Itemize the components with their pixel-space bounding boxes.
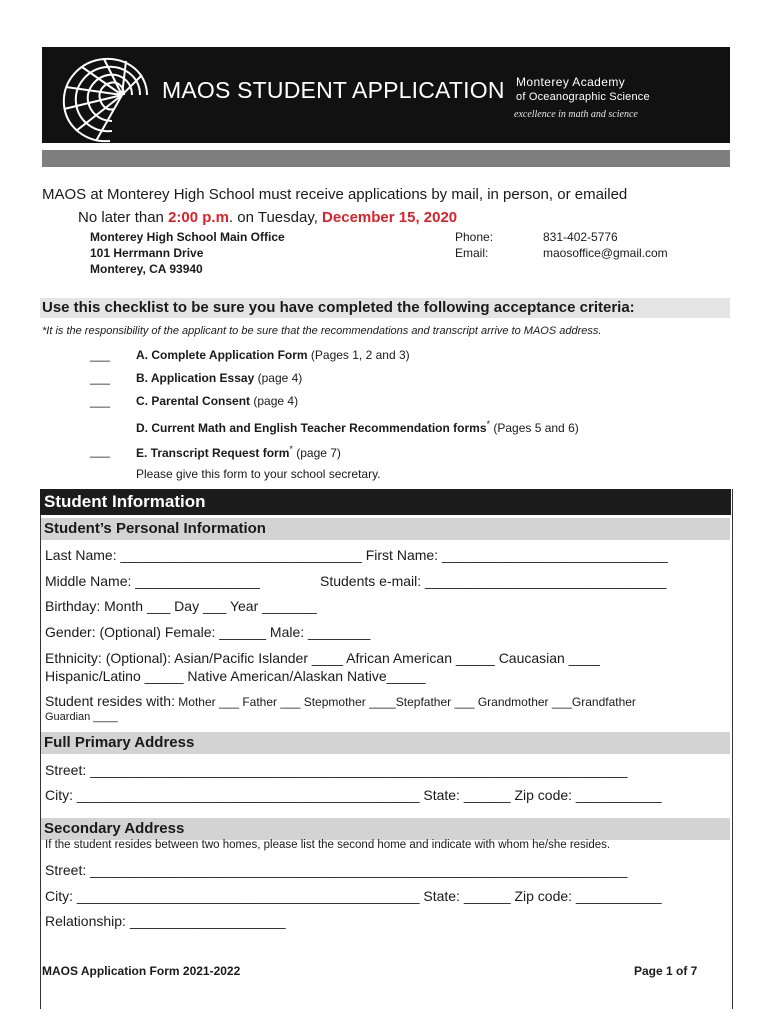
deadline-time: 2:00 p.m [168, 209, 229, 226]
application-title: MAOS STUDENT APPLICATION [162, 77, 505, 103]
primary-address-heading: Full Primary Address [41, 732, 730, 754]
phone-value: 831-402-5776 [543, 230, 618, 244]
secondary-street-field[interactable]: Street: _____________________________________________________________________ [45, 862, 628, 878]
item-b-pages: (page 4) [254, 371, 303, 385]
checklist-blank-a[interactable]: ___ [90, 348, 111, 362]
checklist-blank-b[interactable]: ___ [90, 371, 111, 385]
personal-info-heading: Student’s Personal Information [41, 518, 730, 540]
office-name: Monterey High School Main Office [90, 230, 285, 244]
ethnicity-field-line2[interactable]: Hispanic/Latino _____ Native American/Alaskan Native_____ [45, 668, 426, 684]
item-e-pages: (page 7) [292, 446, 341, 460]
contact-labels [455, 229, 493, 261]
checklist-blank-c[interactable]: ___ [90, 394, 111, 408]
office-city: Monterey, CA 93940 [90, 262, 203, 276]
checklist-item-c [136, 394, 298, 408]
name-fields[interactable]: Last Name: _______________________________ First Name: _____________________________ [45, 547, 668, 563]
item-a-title: A. Complete Application Form [136, 348, 308, 362]
relationship-field[interactable]: Relationship: ____________________ [45, 913, 286, 929]
secretary-note: Please give this form to your school secretary. [136, 467, 381, 481]
org-name-line1: Monterey Academy [516, 75, 626, 89]
checklist-item-e: E. Transcript Request form* (page 7) [136, 444, 341, 460]
resides-with-options: Mother ___ Father ___ Stepmother ____Stepfather ___ Grandmother ___Grandfather [174, 695, 636, 709]
item-d-title: D. Current Math and English Teacher Recommendation forms [136, 421, 487, 435]
org-name-line2: of Oceanographic Science [516, 91, 650, 103]
deadline-prefix: No later than [78, 209, 169, 226]
office-street: 101 Herrmann Drive [90, 246, 204, 260]
email-value: maosoffice@gmail.com [543, 246, 668, 260]
contact-values [543, 229, 668, 261]
deadline-mid: . on Tuesday, [228, 209, 323, 226]
item-c-title: C. Parental Consent [136, 394, 251, 408]
footer-page-number: Page 1 of 7 [634, 964, 698, 978]
checklist-item-a [136, 348, 410, 362]
item-d-pages: (Pages 5 and 6) [490, 421, 579, 435]
checklist-item-d: D. Current Math and English Teacher Recommendation forms* (Pages 5 and 6) [136, 419, 579, 435]
deadline-text [78, 209, 457, 226]
checklist-note: *It is the responsibility of the applicant to be sure that the recommendations and transcript arrive to MAOS address. [42, 325, 602, 337]
guardian-field[interactable]: Guardian ____ [45, 711, 118, 723]
resides-with-field[interactable] [45, 693, 636, 709]
middle-name-field[interactable]: Middle Name: ________________ [45, 573, 260, 589]
ethnicity-field-line1[interactable]: Ethnicity: (Optional): Asian/Pacific Islander ____ African American _____ Caucasian ____ [45, 650, 600, 666]
tagline: excellence in math and science [514, 109, 638, 120]
student-info-heading: Student Information [40, 489, 731, 515]
birthday-field[interactable]: Birthday: Month ___ Day ___ Year _______ [45, 598, 317, 614]
office-address [90, 229, 285, 277]
header-divider-bar [42, 150, 730, 167]
item-a-pages: (Pages 1, 2 and 3) [307, 348, 410, 362]
item-c-pages: (page 4) [250, 394, 299, 408]
gender-field[interactable]: Gender: (Optional) Female: ______ Male: ________ [45, 624, 371, 640]
footer-form-name: MAOS Application Form 2021-2022 [42, 964, 241, 978]
email-label: Email: [455, 246, 489, 260]
checklist-blank-e[interactable]: ___ [90, 444, 111, 458]
item-e-title: E. Transcript Request form [136, 446, 290, 460]
checklist-heading: Use this checklist to be sure you have completed the following acceptance criteria: [40, 298, 730, 318]
secondary-address-heading: Secondary Address [41, 818, 730, 840]
resides-with-label: Student resides with: [45, 693, 175, 709]
primary-city-state-zip-field[interactable]: City: ____________________________________________ State: ______ Zip code: ___________ [45, 787, 662, 803]
checklist-item-b [136, 371, 302, 385]
item-b-title: B. Application Essay [136, 371, 255, 385]
primary-street-field[interactable]: Street: _____________________________________________________________________ [45, 762, 628, 778]
deadline-date: December 15, 2020 [322, 209, 458, 226]
header-banner [42, 47, 730, 143]
student-email-field[interactable]: Students e-mail: _______________________________ [320, 573, 667, 589]
secondary-city-state-zip-field[interactable]: City: ____________________________________________ State: ______ Zip code: ___________ [45, 888, 662, 904]
secondary-address-note: If the student resides between two homes, please list the second home and indicate with whom he/she resides. [45, 839, 611, 851]
intro-text: MAOS at Monterey High School must receive applications by mail, in person, or emailed [42, 186, 628, 203]
phone-label: Phone: [455, 230, 494, 244]
